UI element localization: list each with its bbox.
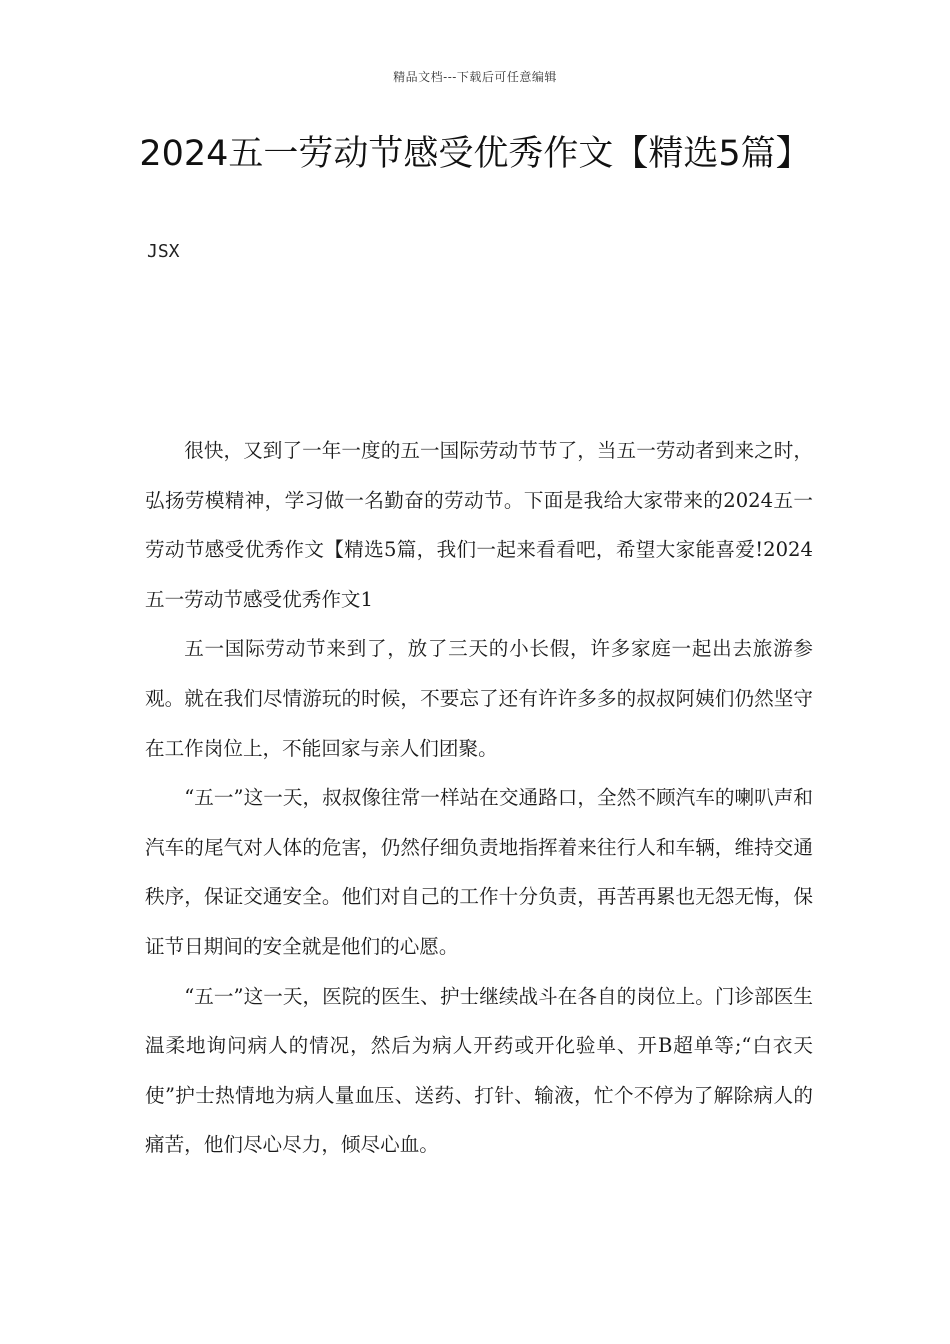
paragraph: 很快，又到了一年一度的五一国际劳动节节了，当五一劳动者到来之时，弘扬劳模精神，学习做一名勤奋的劳动节。下面是我给大家带来的2024五一劳动节感受优秀作文【精选5篇，我们一起来看看吧，希望大家能喜爱!2024五一劳动节感受优秀作文1 — [145, 439, 813, 611]
header-note: 精品文档---下载后可任意编辑 — [393, 70, 557, 84]
author-name: JSX — [147, 241, 180, 262]
document-body — [145, 426, 813, 1170]
document-title: 2024五一劳动节感受优秀作文【精选5篇】 — [139, 134, 811, 174]
paragraph: “五一”这一天，医院的医生、护士继续战斗在各自的岗位上。门诊部医生温柔地询问病人的情况，然后为病人开药或开化验单、开B超单等;“白衣天使”护士热情地为病人量血压、送药、打针、输液，忙个不停为了解除病人的痛苦，他们尽心尽力，倾尽心血。 — [145, 984, 813, 1157]
paragraph: 五一国际劳动节来到了，放了三天的小长假，许多家庭一起出去旅游参观。就在我们尽情游玩的时候，不要忘了还有许许多多的叔叔阿姨们仍然坚守在工作岗位上，不能回家与亲人们团聚。 — [145, 637, 813, 760]
paragraph: “五一”这一天，叔叔像往常一样站在交通路口，全然不顾汽车的喇叭声和汽车的尾气对人体的危害，仍然仔细负责地指挥着来往行人和车辆，维持交通秩序，保证交通安全。他们对自己的工作十分负责，再苦再累也无怨无悔，保证节日期间的安全就是他们的心愿。 — [145, 786, 813, 958]
